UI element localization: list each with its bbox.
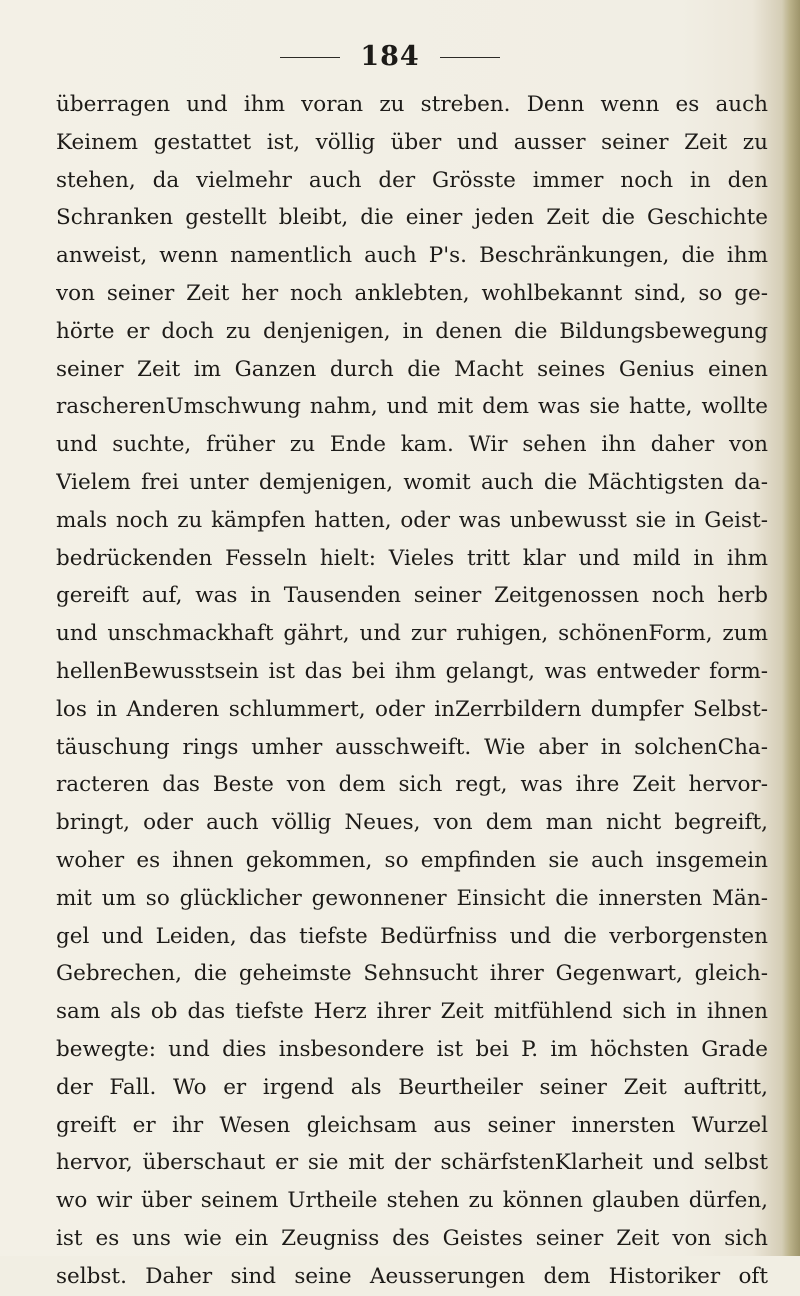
header-rule-right — [440, 57, 500, 58]
page-spine-shadow — [782, 0, 800, 1256]
text-line: der Fall. Wo er irgend als Beurtheiler seiner Zeit auftritt, — [56, 1074, 768, 1100]
text-line: täuschung rings umher ausschweift. Wie aber in solchenCha- — [56, 734, 768, 760]
text-line: hervor, überschaut er sie mit der schärfstenKlarheit und selbst — [56, 1150, 768, 1176]
text-line: Gebrechen, die geheimste Sehnsucht ihrer Gegenwart, gleich- — [56, 961, 768, 987]
text-line: und suchte, früher zu Ende kam. Wir sehen ihn daher von — [56, 432, 768, 458]
text-line: hellenBewusstsein ist das bei ihm gelangt, was entweder form- — [56, 658, 768, 684]
body-text — [56, 86, 768, 1296]
text-line: von seiner Zeit her noch anklebten, wohlbekannt sind, so ge- — [56, 280, 768, 306]
text-line: Keinem gestattet ist, völlig über und ausser seiner Zeit zu — [56, 129, 768, 155]
text-line: los in Anderen schlummert, oder inZerrbildern dumpfer Selbst- — [56, 696, 768, 722]
text-line: Schranken gestellt bleibt, die einer jeden Zeit die Geschichte — [56, 205, 768, 231]
text-line: sam als ob das tiefste Herz ihrer Zeit mitfühlend sich in ihnen — [56, 999, 768, 1025]
text-line: ist es uns wie ein Zeugniss des Geistes seiner Zeit von sich — [56, 1225, 768, 1251]
text-line: überragen und ihm voran zu streben. Denn wenn es auch — [56, 92, 768, 117]
text-line: stehen, da vielmehr auch der Grösste immer noch in den — [56, 167, 768, 193]
text-line: gel und Leiden, das tiefste Bedürfniss und die verborgensten — [56, 923, 768, 949]
text-line: woher es ihnen gekommen, so empfinden sie auch insgemein — [56, 847, 768, 873]
text-line: und unschmackhaft gährt, und zur ruhigen, schönenForm, zum — [56, 621, 768, 647]
text-line: mit um so glücklicher gewonnener Einsicht die innersten Män- — [56, 885, 768, 911]
text-line: Vielem frei unter demjenigen, womit auch die Mächtigsten da- — [56, 469, 768, 495]
text-line: wo wir über seinem Urtheile stehen zu können glauben dürfen, — [56, 1188, 768, 1214]
text-line: hörte er doch zu denjenigen, in denen die Bildungsbewegung — [56, 318, 768, 344]
text-line: bewegte: und dies insbesondere ist bei P. im höchsten Grade — [56, 1036, 768, 1062]
text-line: selbst. Daher sind seine Aeusserungen dem Historiker oft — [56, 1263, 768, 1289]
text-line: seiner Zeit im Ganzen durch die Macht seines Genius einen — [56, 356, 768, 382]
text-line: mals noch zu kämpfen hatten, oder was unbewusst sie in Geist- — [56, 507, 768, 533]
text-line: bedrückenden Fesseln hielt: Vieles tritt klar und mild in ihm — [56, 545, 768, 571]
text-line: anweist, wenn namentlich auch P's. Beschränkungen, die ihm — [56, 243, 768, 269]
text-line: racteren das Beste von dem sich regt, was ihre Zeit hervor- — [56, 772, 768, 798]
page-number: 184 — [360, 41, 420, 72]
text-line: greift er ihr Wesen gleichsam aus seiner innersten Wurzel — [56, 1112, 768, 1138]
text-line: rascherenUmschwung nahm, und mit dem was sie hatte, wollte — [56, 394, 768, 420]
text-line: gereift auf, was in Tausenden seiner Zeitgenossen noch herb — [56, 583, 768, 609]
page-header — [280, 40, 500, 74]
text-line: bringt, oder auch völlig Neues, von dem man nicht begreift, — [56, 810, 768, 836]
